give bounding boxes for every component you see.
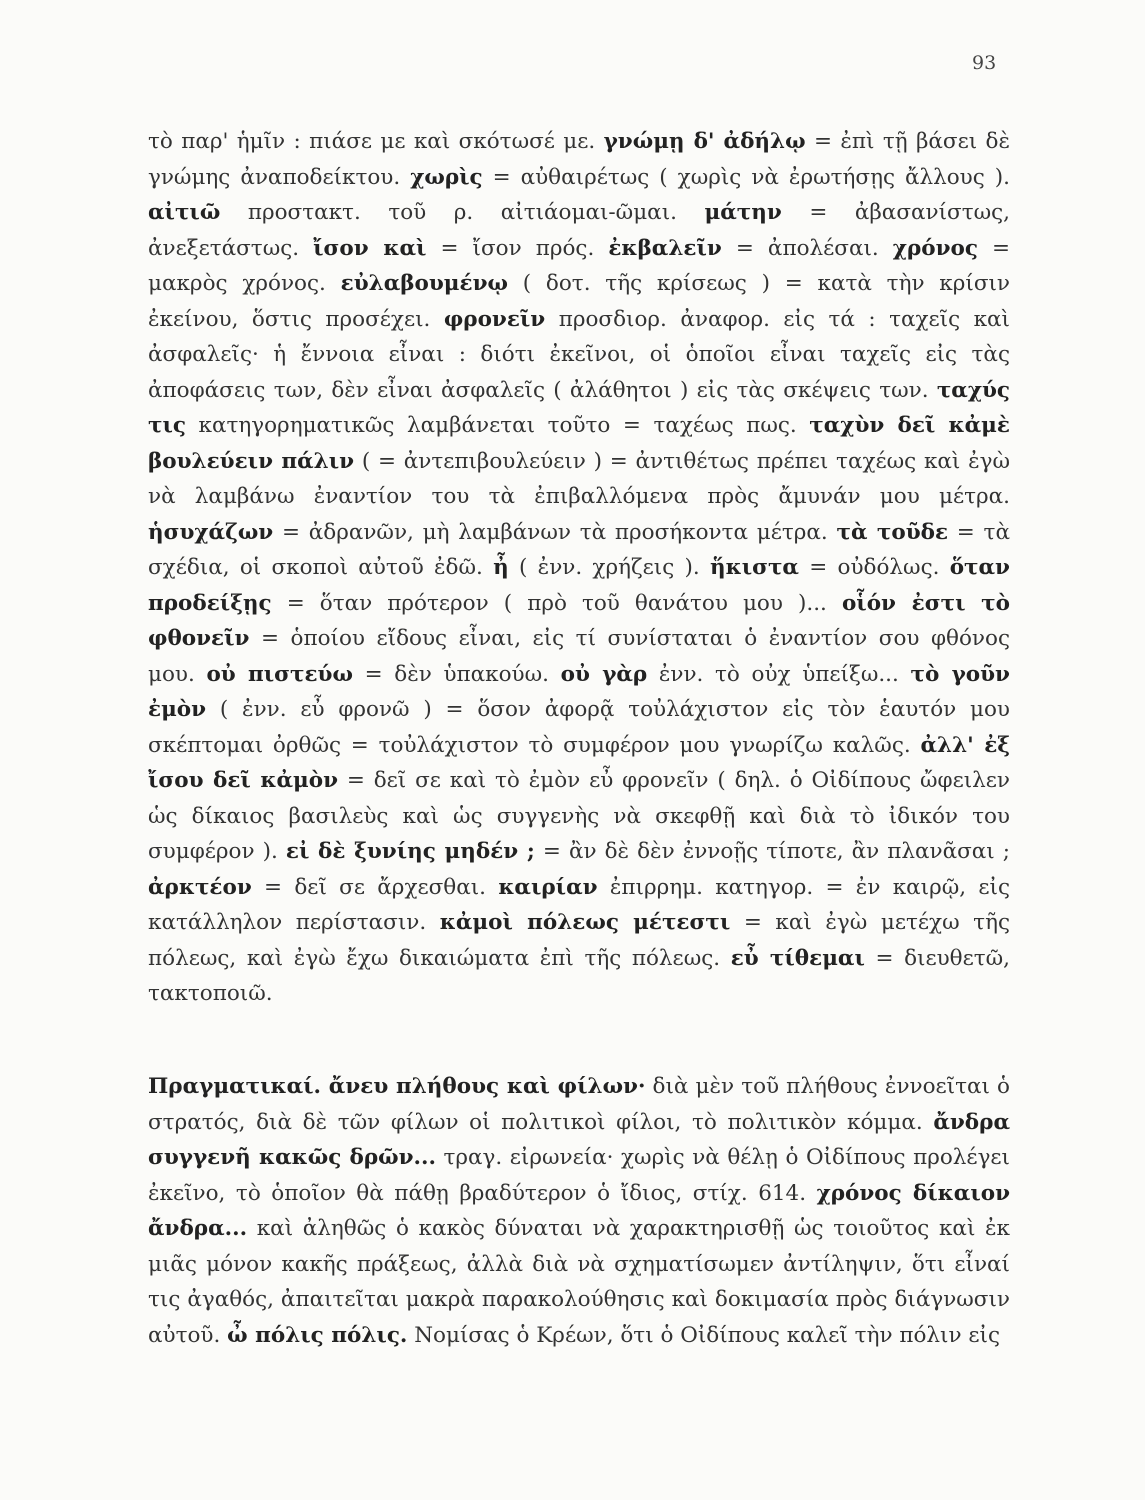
- gloss-text: προστακτ. τοῦ ρ. αἰτιάομαι-ῶμαι.: [220, 200, 705, 225]
- lemma-term: ταχὺν δεῖ κἀμὲ βουλεύειν πάλιν: [148, 413, 1010, 474]
- gloss-text: = καὶ ἐγὼ μετέχω τῆς πόλεως, καὶ ἐγὼ ἔχω δικαιώματα ἐπὶ τῆς πόλεως.: [148, 910, 1010, 971]
- gloss-text: = τὰ σχέδια, οἱ σκοποὶ αὐτοῦ ἐδῶ.: [148, 519, 1010, 580]
- gloss-text: διὰ μὲν τοῦ πλήθους ἐννοεῖται ὁ στρατός, διὰ δὲ τῶν φίλων οἱ πολιτικοὶ φίλοι, τὸ πολιτικὸν κόμμα.: [148, 1074, 1010, 1135]
- lemma-term: αἰτιῶ: [148, 200, 221, 225]
- commentary-paragraph-2: [148, 1069, 1010, 1353]
- lemma-term: τὰ τοῦδε: [836, 519, 949, 545]
- lemma-term: ἥκιστα: [709, 555, 799, 580]
- gloss-text: Νομίσας ὁ Κρέων, ὅτι ὁ Οἰδίπους καλεῖ τὴν πόλιν εἰς: [407, 1322, 1000, 1348]
- gloss-text: = ὅταν πρότερον ( πρὸ τοῦ θανάτου μου )...: [271, 590, 842, 616]
- lemma-term: οὐ γὰρ: [560, 661, 648, 687]
- gloss-text: = δὲν ὑπακούω.: [352, 661, 561, 687]
- lemma-term: εὐλαβουμένῳ: [340, 271, 508, 296]
- lemma-term: γνώμῃ δ' ἀδήλῳ: [603, 129, 806, 154]
- gloss-text: = δεῖ σε ἄρχεσθαι.: [251, 874, 499, 900]
- gloss-text: καὶ ἀληθῶς ὁ κακὸς δύναται νὰ χαρακτηρισθῇ ὡς τοιοῦτος καὶ ἐκ μιᾶς μόνον κακῆς πράξεως, ἀλλὰ διὰ νὰ σχηματίσωμεν ἀντίληψιν, ὅτι εἶναί τις ἀγαθός, ἀπαιτεῖται μακρὰ παρακολούθησις καὶ δοκιμασία πρὸς διάγνωσιν αὐτοῦ.: [148, 1216, 1010, 1348]
- lemma-term: χρόνος: [892, 235, 978, 261]
- gloss-text: κατηγορηματικῶς λαμβάνεται τοῦτο = ταχέως πως.: [185, 413, 810, 438]
- lemma-term: ἡσυχάζων: [148, 519, 274, 545]
- gloss-text: = ἂν δὲ δὲν ἐννοῇς τίποτε, ἂν πλανᾶσαι ;: [534, 839, 1010, 864]
- gloss-text: = δεῖ σε καὶ τὸ ἐμὸν εὖ φρονεῖν ( δηλ. ὁ Οἰδίπους ὤφειλεν ὡς δίκαιος βασιλεὺς καὶ ὡς συγγενὴς νὰ σκεφθῇ καὶ διὰ τὸ ἰδικόν του συμφέρον ).: [148, 768, 1010, 864]
- gloss-text: ἐπιρρημ. κατηγορ. = ἐν καιρῷ, εἰς κατάλληλον περίστασιν.: [148, 874, 1010, 935]
- lemma-term: οὐ πιστεύω: [206, 661, 353, 687]
- lemma-term: εὖ τίθεμαι: [730, 945, 865, 971]
- gloss-text: = αὐθαιρέτως ( χωρὶς νὰ ἐρωτήσῃς ἄλλους ).: [482, 164, 1011, 190]
- gloss-text: = ἀπολέσαι.: [721, 235, 893, 261]
- lemma-term: ταχύς τις: [148, 377, 1010, 438]
- gloss-text: = διευθετῶ, τακτοποιῶ.: [148, 945, 1010, 1006]
- lemma-term: ὦ πόλις πόλις.: [227, 1322, 408, 1348]
- lemma-term: ἦ: [493, 555, 509, 580]
- lemma-term: εἰ δὲ ξυνίης μηδέν ;: [285, 839, 535, 864]
- lemma-term: Πραγματικαί.: [148, 1074, 329, 1099]
- gloss-text: ( δοτ. τῆς κρίσεως ) = κατὰ τὴν κρίσιν ἐκείνου, ὅστις προσέχει.: [148, 271, 1010, 332]
- page-number: 93: [972, 52, 997, 74]
- lemma-term: καιρίαν: [498, 874, 598, 900]
- gloss-text: προσδιορ. ἀναφορ. εἰς τά : ταχεῖς καὶ ἀσφαλεῖς· ἡ ἔννοια εἶναι : διότι ἐκεῖνοι, οἱ ὁποῖοι εἶναι ταχεῖς εἰς τὰς ἀποφάσεις των, δὲν εἶναι ἀσφαλεῖς ( ἀλάθητοι ) εἰς τὰς σκέψεις των.: [148, 306, 1010, 403]
- lemma-term: χωρὶς: [410, 164, 483, 190]
- commentary-paragraph-1: [148, 124, 1010, 1012]
- lemma-term: ἀρκτέον: [148, 874, 252, 900]
- lemma-term: χρόνος δίκαιον ἄνδρα...: [148, 1180, 1010, 1241]
- gloss-text: = ἀδρανῶν, μὴ λαμβάνων τὰ προσήκοντα μέτρα.: [273, 519, 837, 545]
- gloss-text: = ὁποίου εἴδους εἶναι, εἰς τί συνίσταται ὁ ἐναντίον σου φθόνος μου.: [148, 626, 1010, 687]
- gloss-text: ( ἐνν. εὖ φρονῶ ) = ὅσον ἀφορᾷ τοὐλάχιστον εἰς τὸν ἑαυτόν μου σκέπτομαι ὀρθῶς = τοὐλάχιστον τὸ συμφέρον μου γνωρίζω καλῶς.: [148, 697, 1010, 758]
- gloss-text: ( = ἀντεπιβουλεύειν ) = ἀντιθέτως πρέπει ταχέως καὶ ἐγὼ νὰ λαμβάνω ἐναντίον του τὰ ἐπιβαλλόμενα πρὸς ἄμυνάν μου μέτρα.: [148, 448, 1010, 509]
- lemma-term: ἴσον καὶ: [313, 235, 427, 261]
- gloss-text: = ἴσον πρός.: [426, 235, 609, 261]
- gloss-text: = ἐπὶ τῇ βάσει δὲ γνώμης ἀναποδείκτου.: [148, 129, 1011, 190]
- gloss-text: τραγ. εἰρωνεία· χωρὶς νὰ θέλῃ ὁ Οἰδίπους προλέγει ἐκεῖνο, τὸ ὁποῖον θὰ πάθῃ βραδύτερον ὁ ἴδιος, στίχ. 614.: [148, 1145, 1010, 1206]
- lemma-term: ἄνευ πλήθους καὶ φίλων·: [328, 1074, 646, 1099]
- gloss-text: τὸ παρ' ἡμῖν : πιάσε με καὶ σκότωσέ με.: [148, 129, 604, 154]
- lemma-term: ἐκβαλεῖν: [608, 235, 722, 261]
- lemma-term: φρονεῖν: [443, 306, 546, 332]
- lemma-term: ἄνδρα συγγενῆ κακῶς δρῶν...: [148, 1109, 1010, 1170]
- gloss-text: = ἀβασανίστως, ἀνεξετάστως.: [148, 200, 1010, 261]
- lemma-term: κἀμοὶ πόλεως μέτεστι: [439, 910, 731, 935]
- gloss-text: ἐνν. τὸ οὐχ ὑπείξω...: [647, 661, 911, 687]
- gloss-text: = οὐδόλως.: [798, 555, 950, 580]
- lemma-term: μάτην: [704, 200, 782, 225]
- lemma-term: τὸ γοῦν ἐμὸν: [148, 661, 1010, 722]
- gloss-text: ( ἐνν. χρήζεις ).: [508, 555, 710, 580]
- lemma-term: ἀλλ' ἐξ ἴσου δεῖ κἀμὸν: [148, 732, 1010, 793]
- lemma-term: ὅταν προδείξῃς: [148, 555, 1010, 616]
- gloss-text: = μακρὸς χρόνος.: [148, 235, 1010, 296]
- lemma-term: οἷόν ἐστι τὸ φθονεῖν: [148, 590, 1010, 651]
